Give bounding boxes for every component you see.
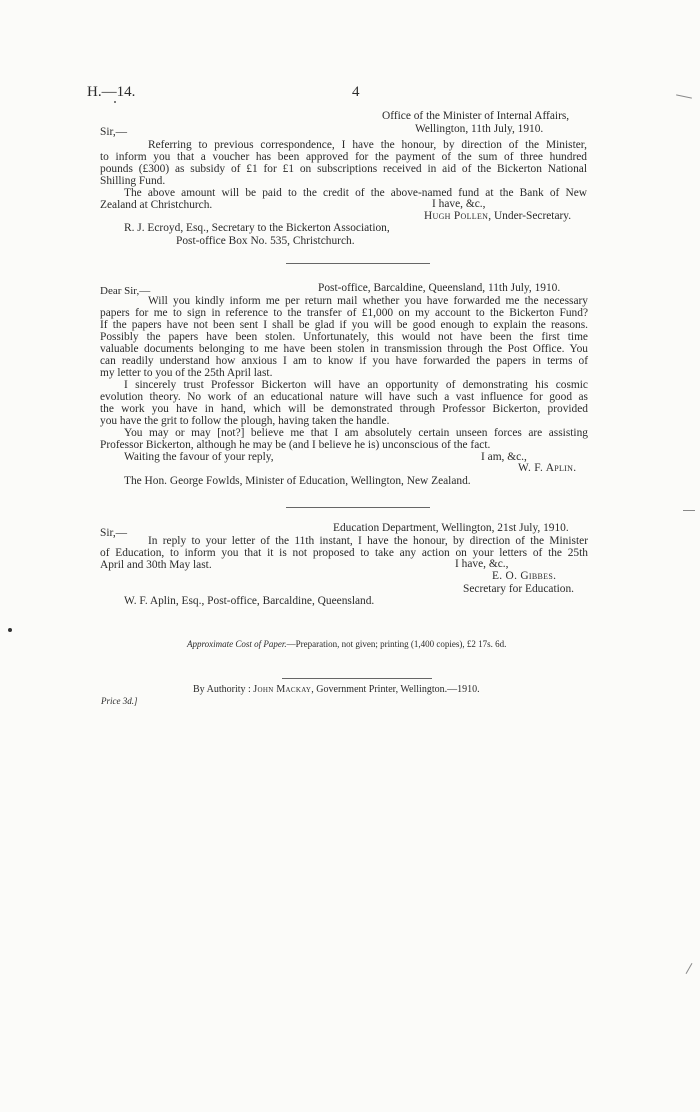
closing: I have, &c., <box>432 198 486 210</box>
section-divider <box>286 263 430 264</box>
body-line: valuable documents belonging to me have been stolen in transmission through the Post Office. You <box>100 343 588 355</box>
body-line: Possibly the papers have been stolen. Unfortunately, this would not have been the first time <box>100 331 588 343</box>
body-line: Waiting the favour of your reply, <box>124 451 274 463</box>
addressee-line: The Hon. George Fowlds, Minister of Education, Wellington, New Zealand. <box>124 475 471 487</box>
body-line: April and 30th May last. <box>100 559 212 571</box>
salutation: Sir,— <box>100 527 128 539</box>
body-line: pounds (£300) as subsidy of £1 for £1 on subscriptions received in aid of the Bickerton National <box>100 163 587 175</box>
addressee-line: R. J. Ecroyd, Esq., Secretary to the Bickerton Association, <box>124 222 390 234</box>
body-line: Zealand at Christchurch. <box>100 199 213 211</box>
document-reference: H.—14. <box>87 84 136 100</box>
scan-mark <box>683 510 695 511</box>
addressee-line: Post-office Box No. 535, Christchurch. <box>176 235 355 247</box>
body-line: of Education, to inform you that it is not proposed to take any action on your letters of the 25th <box>100 547 588 559</box>
scan-mark <box>114 101 116 103</box>
body-line: evolution theory. No work of an educational nature will have such a vast influence for good as <box>100 391 588 403</box>
signature <box>424 210 571 222</box>
body-line: Professor Bickerton, although he may be (and I believe he is) unconscious of the fact. <box>100 439 491 451</box>
closing: I am, &c., <box>481 451 527 463</box>
body-line: In reply to your letter of the 11th instant, I have the honour, by direction of the Minister <box>148 535 588 547</box>
cost-text: —Preparation, not given; printing (1,400 copies), £2 17s. 6d. <box>286 639 507 649</box>
printing-authority <box>193 684 480 695</box>
scan-mark <box>686 963 693 974</box>
authority-prefix: By Authority : <box>193 684 251 695</box>
salutation: Sir,— <box>100 126 128 138</box>
place-date: Wellington, 11th July, 1910. <box>415 123 544 135</box>
body-line: If the papers have not been sent I shall be glad if you will be good enough to explain the reasons. <box>100 319 588 331</box>
signature-name: E. O. Gibbes. <box>492 570 557 582</box>
printer-name: John Mackay <box>253 684 312 695</box>
salutation: Dear Sir,— <box>100 285 151 297</box>
scan-mark <box>8 628 12 632</box>
body-line: Will you kindly inform me per return mail whether you have forwarded me the necessary <box>148 295 588 307</box>
body-line: can readily understand how anxious I am to know if you have forwarded the papers in terms of <box>100 355 588 367</box>
body-line: my letter to you of the 25th April last. <box>100 367 273 379</box>
body-line: Referring to previous correspondence, I have the honour, by direction of the Minister, <box>148 139 587 151</box>
signature-name: Hugh Pollen <box>424 210 489 222</box>
closing: I have, &c., <box>455 558 509 570</box>
body-line: You may or may [not?] believe me that I am absolutely certain unseen forces are assisting <box>124 427 588 439</box>
body-line: I sincerely trust Professor Bickerton will have an opportunity of demonstrating his cosmic <box>124 379 588 391</box>
body-line: the work you have in hand, which will be demonstrated through Professor Bickerton, provided <box>100 403 588 415</box>
signature: W. F. Aplin. <box>518 462 577 474</box>
place-date: Education Department, Wellington, 21st July, 1910. <box>333 522 569 534</box>
addressee-line: W. F. Aplin, Esq., Post-office, Barcaldine, Queensland. <box>124 595 375 607</box>
body-line: The above amount will be paid to the credit of the above-named fund at the Bank of New <box>124 187 587 199</box>
signature-title: , Under-Secretary. <box>488 210 572 222</box>
body-line: to inform you that a voucher has been approved for the payment of the sum of three hundred <box>100 151 587 163</box>
price: Price 3d.] <box>101 696 138 706</box>
footer-divider <box>282 678 432 679</box>
sender-office: Office of the Minister of Internal Affairs, <box>382 110 570 122</box>
section-divider <box>286 507 430 508</box>
page-number: 4 <box>352 84 360 100</box>
place-date: Post-office, Barcaldine, Queensland, 11th July, 1910. <box>318 282 561 294</box>
body-line: Shilling Fund. <box>100 175 166 187</box>
body-line: papers for me to sign in reference to the transfer of £1,000 on my account to the Bickerton Fund? <box>100 307 588 319</box>
scan-mark <box>676 94 692 98</box>
body-line: you have the grit to follow the plough, having taken the handle. <box>100 415 390 427</box>
printer-suffix: , Government Printer, Wellington.—1910. <box>311 684 480 695</box>
signature-title: Secretary for Education. <box>463 583 575 595</box>
cost-of-paper-note <box>187 639 506 649</box>
cost-label: Approximate Cost of Paper. <box>187 639 287 649</box>
